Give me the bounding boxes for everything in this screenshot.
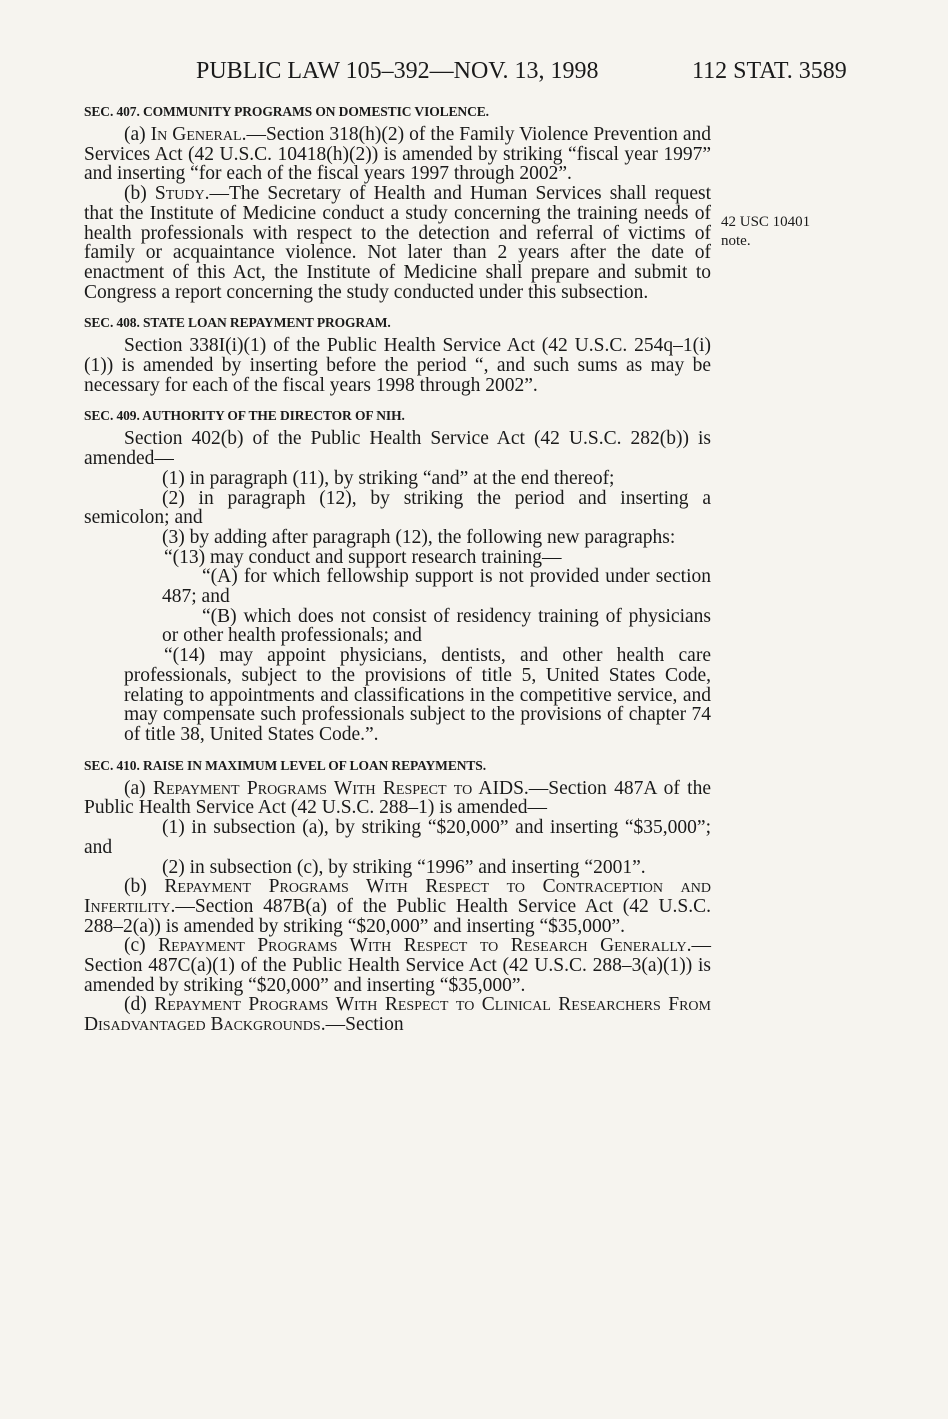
subsection-heading: Repayment Programs With Respect to Contraception and Infertility [84,876,711,917]
subsection-label: (d) [124,994,155,1016]
subsection-paragraph [84,995,711,1034]
paragraph-item: (1) in subsection (a), by striking “$20,000” and inserting “$35,000”; and [84,817,711,858]
subsection-paragraph [84,184,711,302]
subsection-text: .—Section 487A of the Public Health Service Act (42 U.S.C. 288–1) is amended— [84,777,711,819]
section-intro: Section 402(b) of the Public Health Service Act (42 U.S.C. 282(b)) is amended— [84,428,711,470]
subsection-text: .—Section [320,1014,404,1036]
subsection-label: (b) [124,183,155,205]
paragraph-item: (2) in paragraph (12), by striking the period and inserting a semicolon; and [84,487,711,529]
subsection-heading: Study [154,183,205,205]
subsection-heading: In General [150,124,242,145]
section-heading: SEC. 408. STATE LOAN REPAYMENT PROGRAM. [84,315,391,331]
section-heading: SEC. 407. COMMUNITY PROGRAMS ON DOMESTIC VIOLENCE. [84,104,489,119]
subsection-heading: Repayment Programs With Respect to Clinical Researchers From Disadvantaged Backgrounds [84,994,711,1036]
section-heading: SEC. 409. AUTHORITY OF THE DIRECTOR OF NIH. [84,408,405,424]
quoted-paragraph: “(14) may appoint physicians, dentists, and other health care professionals, subject to the provisions of title 5, United States Code, relating to appointments and classifications in the competitive service, and may compensate such professionals subject to the provisions of chapter 74 of title 38, United States Code.”. [124,645,711,745]
margin-note-line1: 42 USC 10401 [721,214,811,230]
subsection-label: (b) [124,876,165,898]
quoted-subparagraph: “(B) which does not consist of residency training of physicians or other health professionals; and [162,605,711,647]
subsection-text: .—Section 487C(a)(1) of the Public Health Service Act (42 U.S.C. 288–3(a)(1)) is amended by striking “$20,000” and inserting “$35,000”. [84,935,711,996]
paragraph-item: (3) by adding after paragraph (12), the following new paragraphs: [162,526,676,548]
subsection-label: (c) [124,935,159,957]
paragraph-item: (2) in subsection (c), by striking “1996” and inserting “2001”. [162,856,646,878]
subsection-text: .—The Secretary of Health and Human Services shall request that the Institute of Medicine conduct a study concerning the training needs of health professionals with respect to the detection and referral of victims of family or acquaintance violence. Not later than 2 years after the date of enactment of this Act, the Institute of Medicine shall prepare and submit to Congress a report concerning the study conducted under this subsection. [84,183,711,303]
subsection-text: .—Section 487B(a) of the Public Health Service Act (42 U.S.C. 288–2(a)) is amended by striking “$20,000” and inserting “$35,000”. [84,895,711,937]
margin-note-line2: note. [721,233,751,249]
statute-page-number: 112 STAT. 3589 [692,58,847,84]
subsection-label: (a) [124,777,153,799]
page-body [84,104,711,1035]
section-text: Section 338I(i)(1) of the Public Health Service Act (42 U.S.C. 254q–1(i)(1)) is amended by inserting before the period “, and such sums as may be necessary for each of the fiscal years 1998 through 2002”. [84,335,711,396]
margin-note [721,213,810,251]
quoted-paragraph: “(13) may conduct and support research training— [164,546,562,568]
subsection-text: .—Section 318(h)(2) of the Family Violence Prevention and Services Act (42 U.S.C. 10418(h)(2)) is amended by striking “fiscal year 1997” and inserting “for each of the fiscal years 1997 through 2002”. [84,124,711,185]
subsection-paragraph [84,125,711,184]
subsection-heading: Repayment Programs With Respect to Research Generally [158,935,687,957]
subsection-paragraph [84,779,711,818]
subsection-heading: Repayment Programs With Respect to AIDS [152,777,524,799]
running-header-title: PUBLIC LAW 105–392—NOV. 13, 1998 [196,58,599,84]
paragraph-item: (1) in paragraph (11), by striking “and” at the end thereof; [162,467,615,489]
subsection-paragraph [84,877,711,936]
section-heading: SEC. 410. RAISE IN MAXIMUM LEVEL OF LOAN REPAYMENTS. [84,757,486,773]
subsection-paragraph [84,936,711,995]
quoted-subparagraph: “(A) for which fellowship support is not provided under section 487; and [162,566,711,608]
subsection-label: (a) [124,124,151,145]
